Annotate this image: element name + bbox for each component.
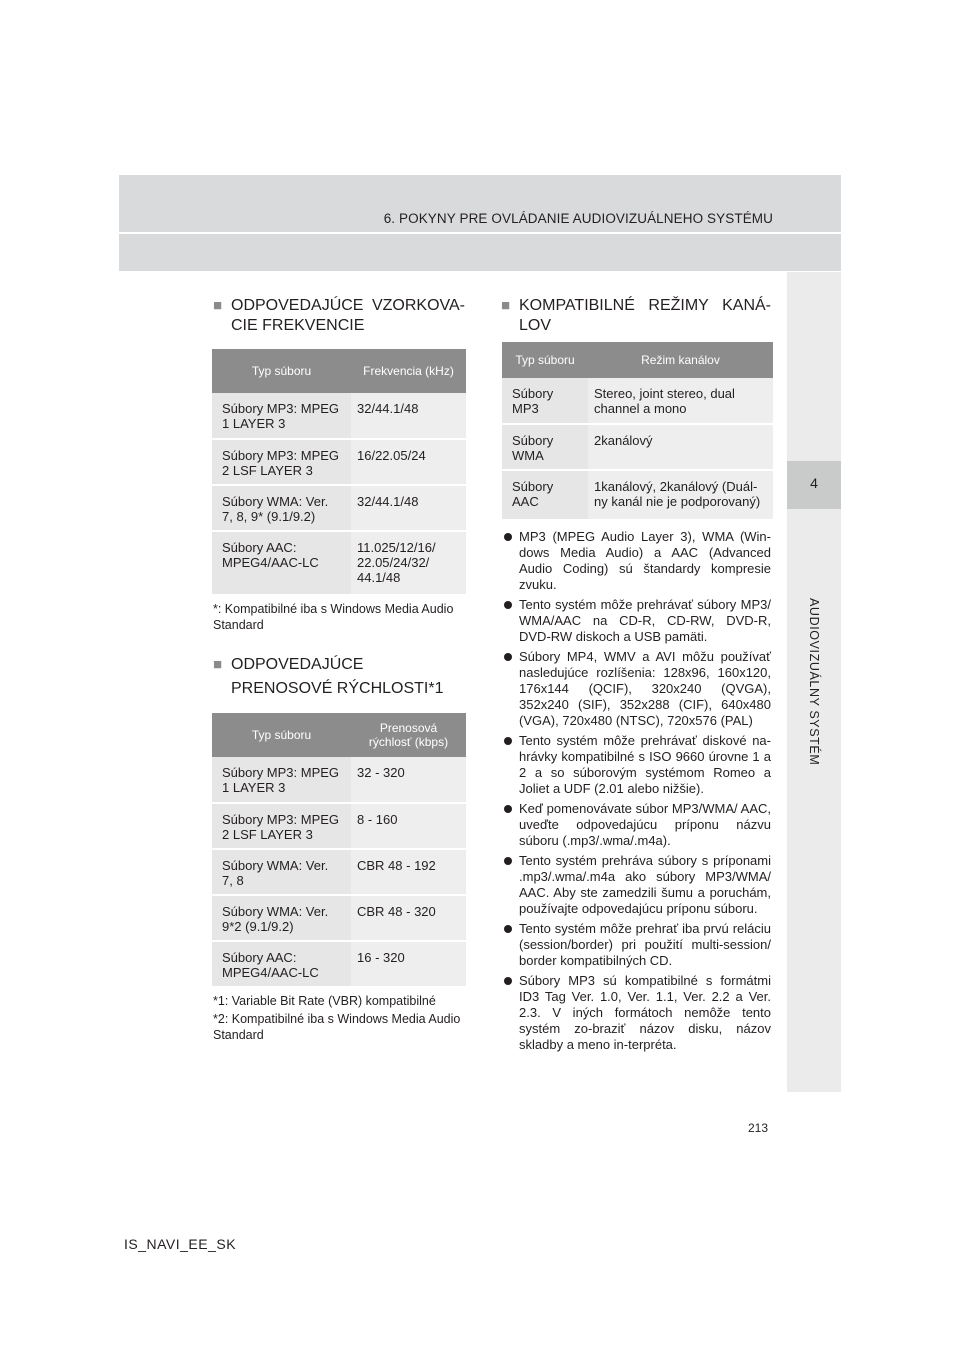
info-bullet-list	[503, 529, 771, 1057]
list-item-text: Tento systém prehráva súbory s príponami .mp3/.wma/.m4a ako súbory MP3/WMA/ AAC. Aby ste zamedzili šumu a poruchám, používajte odpovedajúcu príponu súboru.	[519, 853, 771, 916]
freq-footnote: *: Kompatibilné iba s Windows Media Audio Standard	[213, 602, 454, 632]
section-freq-title	[213, 296, 465, 336]
table-cell: CBR 48 - 192	[351, 849, 466, 895]
table-header-cell: Prenosová rýchlosť (kbps)	[351, 713, 466, 757]
table-cell: 16/22.05/24	[351, 439, 466, 485]
table-cell: Súbory MP3	[502, 378, 588, 424]
bullet-dot-icon	[504, 533, 512, 541]
bullet-dot-icon	[504, 925, 512, 933]
list-item	[503, 921, 771, 969]
table-row	[212, 803, 466, 849]
table-cell: Súbory WMA: Ver. 9*2 (9.1/9.2)	[212, 895, 351, 941]
list-item-text: Tento systém môže prehrať iba prvú reláciu (session/border) pri použití multi-session/ border kompatibilných CD.	[519, 921, 771, 968]
table-row	[502, 424, 773, 470]
list-item	[503, 801, 771, 849]
table-cell: Súbory MP3: MPEG 1 LAYER 3	[212, 393, 351, 439]
bullet-dot-icon	[504, 805, 512, 813]
table-cell: Súbory AAC: MPEG4/AAC-LC	[212, 531, 351, 595]
table-cell: Súbory AAC	[502, 470, 588, 520]
table-cell: Súbory WMA: Ver. 7, 8, 9* (9.1/9.2)	[212, 485, 351, 531]
list-item-text: Tento systém môže prehrávať diskové na-hrávky kompatibilné s ISO 9660 úrovne 1 a 2 a so súborovým systémom Romeo a Joliet a UDF (2.01 alebo nižšie).	[519, 733, 771, 796]
table-row	[212, 895, 466, 941]
table-header-cell: Typ súboru	[502, 342, 588, 378]
table-header-cell: Typ súboru	[212, 349, 351, 393]
bullet-dot-icon	[504, 857, 512, 865]
table-cell: Súbory AAC: MPEG4/AAC-LC	[212, 941, 351, 987]
list-item-text: Keď pomenovávate súbor MP3/WMA/ AAC, uveďte odpovedajúcu príponu názvu súboru (.mp3/.wma/.m4a).	[519, 801, 771, 848]
bitrate-footnote-2: *2: Kompatibilné iba s Windows Media Audio Standard	[213, 1012, 461, 1042]
table-row	[212, 531, 466, 595]
table-cell: Súbory MP3: MPEG 1 LAYER 3	[212, 757, 351, 803]
table-cell: Súbory MP3: MPEG 2 LSF LAYER 3	[212, 439, 351, 485]
table-header-row	[502, 342, 773, 378]
header-title: 6. POKYNY PRE OVLÁDANIE AUDIOVIZUÁLNEHO SYSTÉMU	[383, 211, 773, 226]
page-number: 213	[748, 1121, 769, 1135]
table-header-row	[212, 349, 466, 393]
bitrate-footnote-1: *1: Variable Bit Rate (VBR) kompatibilné	[213, 994, 436, 1008]
list-item-text: Súbory MP4, WMV a AVI môžu používať nasledujúce rozlíšenia: 128x96, 160x120, 176x144 (QCIF), 320x240 (QVGA), 352x240 (SIF), 352x288 (CIF), 640x480 (VGA), 720x480 (NTSC), 720x576 (PAL)	[519, 649, 771, 728]
chapter-number: 4	[810, 475, 818, 491]
table-cell: 1kanálový, 2kanálový (Duál-ny kanál nie je podporovaný)	[588, 470, 773, 520]
list-item	[503, 733, 771, 797]
section-title-text: KOMPATIBILNÉ REŽIMY KANÁ-LOV	[519, 297, 771, 334]
table-header-row	[212, 713, 466, 757]
table-row	[212, 849, 466, 895]
bullet-dot-icon	[504, 601, 512, 609]
table-cell: Súbory MP3: MPEG 2 LSF LAYER 3	[212, 803, 351, 849]
table-cell: 8 - 160	[351, 803, 466, 849]
list-item-text: MP3 (MPEG Audio Layer 3), WMA (Win-dows Media Audio) a AAC (Advanced Audio Coding) sú štandardy kompresie zvuku.	[519, 529, 771, 592]
chapter-title: AUDIOVIZUÁLNY SYSTÉM	[807, 598, 821, 766]
bullet-dot-icon	[504, 737, 512, 745]
header-divider	[119, 232, 841, 234]
table-cell: 32 - 320	[351, 757, 466, 803]
section-channels-title	[501, 296, 771, 336]
bullet-dot-icon	[504, 977, 512, 985]
bitrate-table	[212, 713, 466, 988]
bullet-dot-icon	[504, 653, 512, 661]
table-cell: Stereo, joint stereo, dual channel a mono	[588, 378, 773, 424]
table-row	[212, 439, 466, 485]
section-title-text: ODPOVEDAJÚCE VZORKOVA-CIE FREKVENCIE	[231, 297, 465, 334]
table-cell: 16 - 320	[351, 941, 466, 987]
table-cell: 32/44.1/48	[351, 485, 466, 531]
table-cell: CBR 48 - 320	[351, 895, 466, 941]
list-item-text: Súbory MP3 sú kompatibilné s formátmi ID3 Tag Ver. 1.0, Ver. 1.1, Ver. 2.2 a Ver. 2.3. V iných formátoch nemôže tento systém zo-braziť názov disku, názov skladby a meno in-terpréta.	[519, 973, 771, 1052]
document-code: IS_NAVI_EE_SK	[124, 1236, 237, 1252]
table-header-cell: Typ súboru	[212, 713, 351, 757]
table-cell: Súbory WMA	[502, 424, 588, 470]
table-cell: 11.025/12/16/ 22.05/24/32/ 44.1/48	[351, 531, 466, 595]
freq-table	[212, 349, 466, 596]
table-row	[502, 470, 773, 520]
list-item	[503, 973, 771, 1053]
list-item	[503, 853, 771, 917]
square-bullet-icon: ■	[213, 656, 223, 673]
square-bullet-icon: ■	[213, 297, 223, 314]
table-cell: 32/44.1/48	[351, 393, 466, 439]
table-header-cell: Frekvencia (kHz)	[351, 349, 466, 393]
section-title-text: ODPOVEDAJÚCE PRENOSOVÉ RÝCHLOSTI*1	[231, 656, 444, 697]
list-item	[503, 649, 771, 729]
table-cell: 2kanálový	[588, 424, 773, 470]
table-header-cell: Režim kanálov	[588, 342, 773, 378]
table-row	[212, 757, 466, 803]
channels-table	[502, 342, 773, 521]
square-bullet-icon: ■	[501, 297, 511, 314]
table-cell: Súbory WMA: Ver. 7, 8	[212, 849, 351, 895]
list-item-text: Tento systém môže prehrávať súbory MP3/ WMA/AAC na CD-R, CD-RW, DVD-R, DVD-RW diskoch a USB pamäti.	[519, 597, 771, 644]
table-row	[212, 393, 466, 439]
section-bitrate-title	[213, 653, 465, 701]
table-row	[212, 485, 466, 531]
list-item	[503, 529, 771, 593]
table-row	[212, 941, 466, 987]
table-row	[502, 378, 773, 424]
list-item	[503, 597, 771, 645]
